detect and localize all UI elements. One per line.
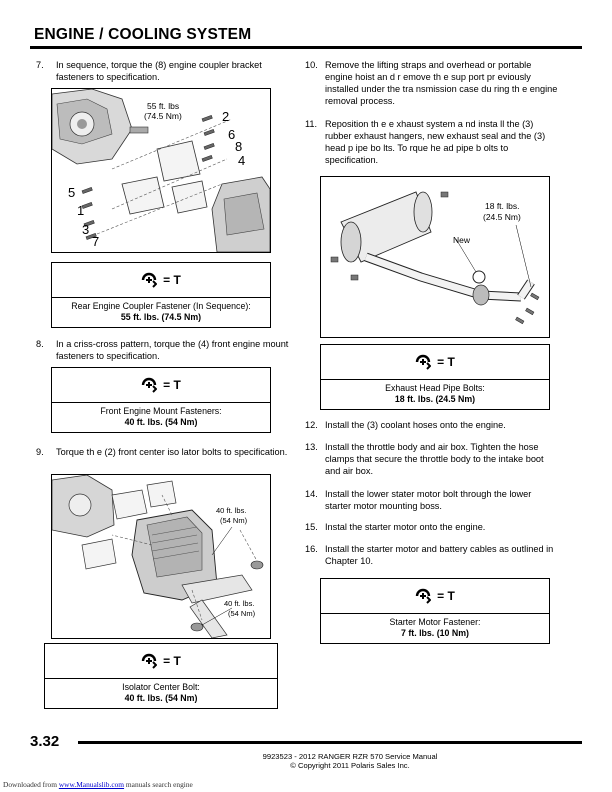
step-10	[305, 59, 558, 109]
torque-spec-value: 40 ft. lbs. (54 Nm)	[124, 693, 198, 703]
step-text: Install the (3) coolant hoses onto the engine.	[325, 420, 506, 430]
torque-symbol-text: = T	[163, 273, 181, 287]
callout-number: 6	[228, 127, 236, 142]
step-text: Install the lower stater motor bolt through the lower starter motor mounting boss.	[325, 489, 532, 511]
page-title: ENGINE / COOLING SYSTEM	[34, 26, 252, 43]
step-text: In sequence, torque the (8) engine coupler bracket fasteners to specification.	[56, 60, 262, 82]
torque-spec-box	[320, 344, 550, 410]
torque-wrench-icon	[141, 272, 157, 288]
download-suffix: manuals search engine	[125, 780, 193, 789]
torque-spec-box	[44, 643, 278, 709]
step-7	[36, 59, 291, 85]
isolator-torque-label-b-line1: 40 ft. lbs.	[224, 599, 255, 608]
torque-symbol-text: = T	[163, 378, 181, 392]
step-8	[36, 338, 291, 364]
torque-spec-value: 40 ft. lbs. (54 Nm)	[124, 417, 198, 427]
torque-symbol-text: = T	[437, 355, 455, 369]
step-number: 14.	[305, 489, 318, 499]
torque-spec-box	[320, 578, 550, 644]
page-number: 3.32	[30, 733, 60, 750]
step-number: 11.	[305, 119, 318, 129]
copyright-notice: © Copyright 2011 Polaris Sales Inc.	[290, 761, 410, 770]
exhaust-figure	[320, 176, 550, 338]
isolator-torque-label-b-line2: (54 Nm)	[228, 609, 256, 618]
step-number: 16.	[305, 544, 318, 554]
torque-wrench-icon	[415, 354, 431, 370]
torque-wrench-icon	[141, 653, 157, 669]
exhaust-torque-label-line1: 18 ft. lbs.	[485, 201, 520, 211]
gasket-new-label: New	[453, 235, 471, 245]
step-14	[305, 488, 558, 514]
step-text: Install the throttle body and air box. Tighten the hose clamps that secure the throttle body to the intake boot and air box.	[325, 442, 544, 476]
callout-number: 4	[238, 153, 246, 168]
callout-number: 5	[68, 185, 76, 200]
torque-spec-label: Isolator Center Bolt:	[122, 682, 200, 692]
step-12	[305, 419, 558, 433]
callout-number: 3	[82, 222, 90, 237]
torque-symbol-row	[52, 263, 270, 298]
torque-spec-label: Front Engine Mount Fasteners:	[100, 406, 222, 416]
callout-number: 8	[235, 139, 243, 154]
step-15	[305, 521, 558, 535]
callout-number: 1	[77, 203, 85, 218]
torque-symbol-text: = T	[163, 654, 181, 668]
isolator-torque-label-a-line1: 40 ft. lbs.	[216, 506, 247, 515]
torque-symbol-row	[321, 579, 549, 614]
step-number: 10.	[305, 60, 318, 70]
step-number: 7.	[36, 60, 44, 70]
exhaust-torque-label-line2: (24.5 Nm)	[483, 212, 521, 222]
step-text: Instal the starter motor onto the engine.	[325, 522, 486, 532]
torque-symbol-text: = T	[437, 589, 455, 603]
torque-symbol-row	[45, 644, 277, 679]
callout-number: 2	[222, 109, 230, 124]
step-text: Reposition th e e xhaust system a nd insta ll the (3) rubber exhaust hangers, new exhaust seal and the (3) head p ipe bo lts. To rque he ad pipe b olts to specification.	[325, 119, 546, 165]
manual-reference: 9923523 - 2012 RANGER RZR 570 Service Manual	[262, 752, 438, 761]
step-text: Install the starter motor and battery cables as outlined in Chapter 10.	[325, 544, 554, 566]
step-9	[36, 446, 291, 472]
step-text: Torque th e (2) front center iso lator bolts to specification.	[56, 447, 288, 457]
manualslib-link[interactable]: www.Manualslib.com	[58, 780, 125, 789]
torque-wrench-icon	[141, 377, 157, 393]
step-16	[305, 543, 558, 569]
torque-symbol-row	[52, 368, 270, 403]
torque-spec-box	[51, 367, 271, 433]
torque-spec-label: Rear Engine Coupler Fastener (In Sequence):	[71, 301, 251, 311]
step-number: 15.	[305, 522, 318, 532]
step-text: Remove the lifting straps and overhead or portable engine hoist an d r emove th e sup port pr eviously installed under the tra nsmission case du ring th e engine removal process.	[325, 60, 558, 106]
step-13	[305, 441, 558, 479]
step-11	[305, 118, 558, 168]
engine-coupler-figure	[51, 88, 271, 253]
callout-number: 7	[92, 234, 100, 249]
step-number: 8.	[36, 339, 44, 349]
torque-spec-label: Exhaust Head Pipe Bolts:	[385, 383, 485, 393]
isolator-figure	[51, 474, 271, 639]
step-number: 9.	[36, 447, 44, 457]
torque-spec-box	[51, 262, 271, 328]
step-number: 12.	[305, 420, 318, 430]
isolator-torque-label-a-line2: (54 Nm)	[220, 516, 248, 525]
download-prefix: Downloaded from	[3, 780, 57, 789]
torque-spec-value: 18 ft. lbs. (24.5 Nm)	[394, 394, 476, 404]
download-notice	[3, 780, 193, 789]
step-number: 13.	[305, 442, 318, 452]
torque-wrench-icon	[415, 588, 431, 604]
title-rule	[30, 46, 582, 49]
step-text: In a criss-cross pattern, torque the (4) front engine mount fasteners to specification.	[56, 339, 289, 361]
footer-rule	[78, 741, 582, 744]
torque-symbol-row	[321, 345, 549, 380]
torque-spec-label: Starter Motor Fastener:	[389, 617, 481, 627]
torque-spec-value: 55 ft. lbs. (74.5 Nm)	[120, 312, 202, 322]
torque-spec-value: 7 ft. lbs. (10 Nm)	[401, 628, 469, 638]
torque-label-line1: 55 ft. lbs	[147, 101, 180, 111]
torque-label-line2: (74.5 Nm)	[144, 111, 182, 121]
